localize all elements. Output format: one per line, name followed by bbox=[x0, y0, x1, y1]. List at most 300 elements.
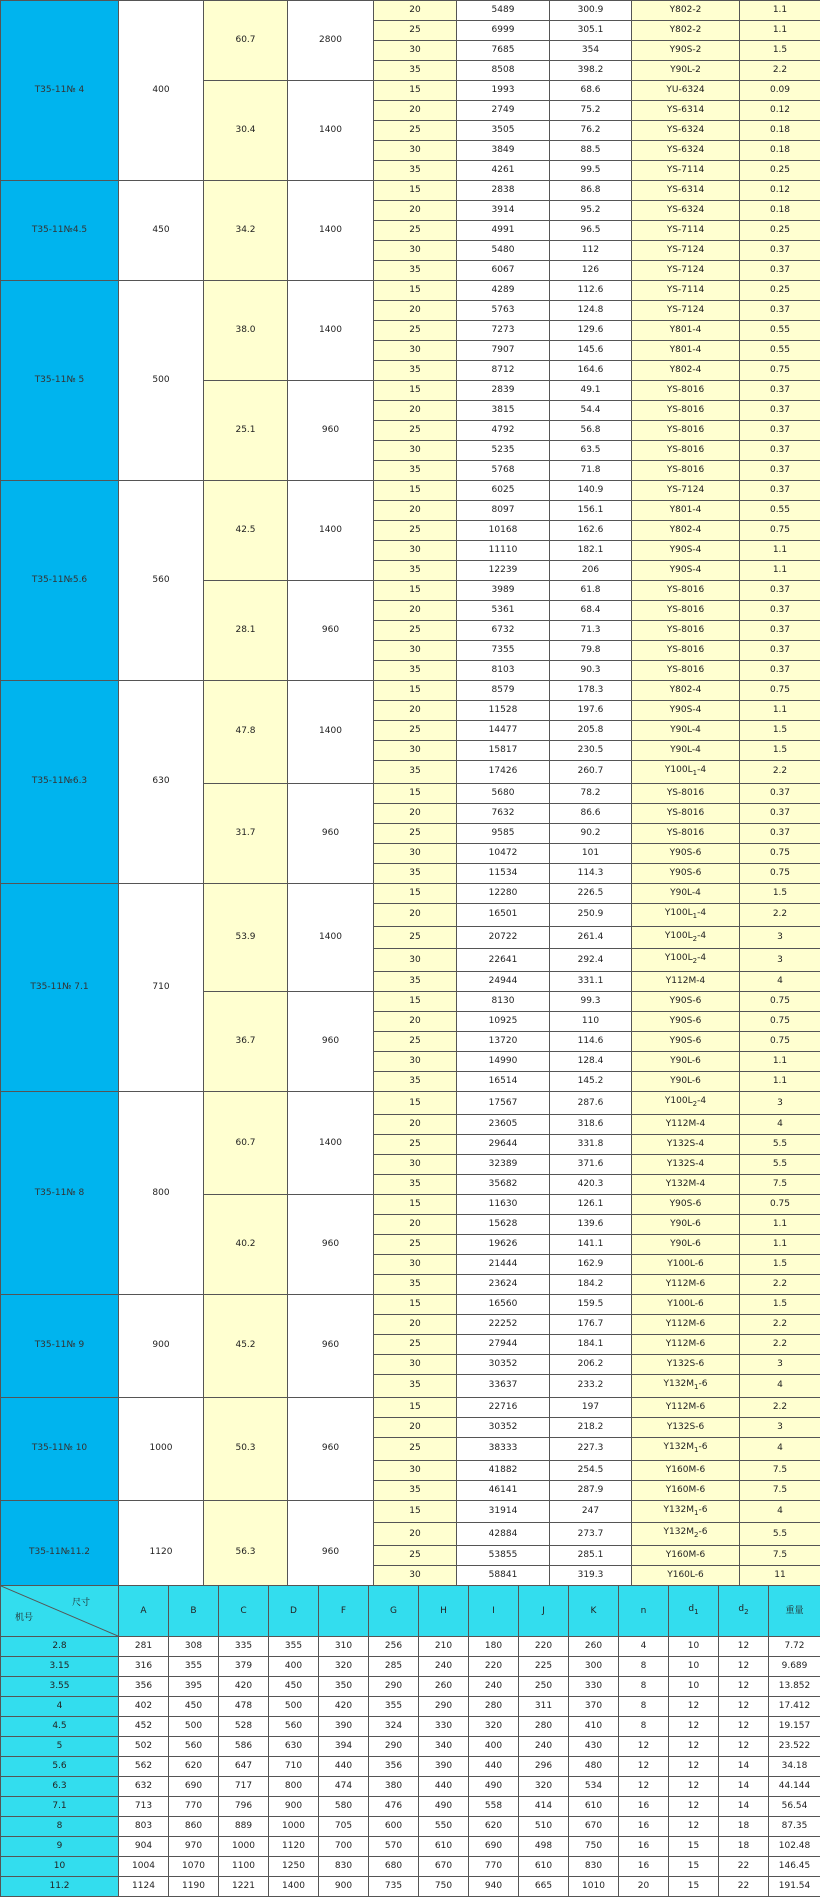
dimension-value-cell: 430 bbox=[569, 1737, 619, 1757]
flow-cell: 5489 bbox=[457, 1, 550, 21]
performance-row bbox=[1, 181, 820, 201]
dimension-value-cell: 476 bbox=[369, 1797, 419, 1817]
flow-cell: 11528 bbox=[457, 701, 550, 721]
total-pressure-cell: 56.8 bbox=[550, 421, 632, 441]
dimension-row bbox=[1, 1877, 820, 1897]
dimension-value-cell: 370 bbox=[569, 1697, 619, 1717]
total-pressure-cell: 156.1 bbox=[550, 501, 632, 521]
total-pressure-cell: 54.4 bbox=[550, 401, 632, 421]
angle-cell: 15 bbox=[374, 281, 457, 301]
total-pressure-cell: 140.9 bbox=[550, 481, 632, 501]
impeller-dia-cell: 400 bbox=[119, 1, 204, 181]
motor-power-cell: 0.12 bbox=[740, 181, 820, 201]
dimension-value-cell: 534 bbox=[569, 1777, 619, 1797]
dimension-row bbox=[1, 1737, 820, 1757]
model-cell: T35-11№6.3 bbox=[1, 681, 119, 884]
motor-model-cell: Y90L-6 bbox=[632, 1052, 740, 1072]
motor-model-cell: Y160M-6 bbox=[632, 1480, 740, 1500]
motor-power-cell: 1.1 bbox=[740, 1, 820, 21]
motor-model-cell: Y802-4 bbox=[632, 361, 740, 381]
speed-cell: 1400 bbox=[288, 883, 374, 991]
angle-cell: 20 bbox=[374, 1012, 457, 1032]
angle-cell: 30 bbox=[374, 341, 457, 361]
angle-cell: 30 bbox=[374, 241, 457, 261]
dimension-value-cell: 558 bbox=[469, 1797, 519, 1817]
dimension-value-cell: 440 bbox=[419, 1777, 469, 1797]
speed-cell: 960 bbox=[288, 1500, 374, 1606]
total-pressure-cell: 141.1 bbox=[550, 1234, 632, 1254]
motor-power-cell: 0.75 bbox=[740, 361, 820, 381]
total-pressure-cell: 61.8 bbox=[550, 581, 632, 601]
total-pressure-cell: 86.6 bbox=[550, 803, 632, 823]
motor-model-cell: Y132S-6 bbox=[632, 1354, 740, 1374]
motor-power-cell: 0.18 bbox=[740, 201, 820, 221]
angle-cell: 15 bbox=[374, 883, 457, 903]
dimension-value-cell: 23.522 bbox=[769, 1737, 820, 1757]
motor-model-cell: Y90L-2 bbox=[632, 61, 740, 81]
pressure-cell: 47.8 bbox=[204, 681, 288, 784]
dimension-value-cell: 12 bbox=[719, 1717, 769, 1737]
dimension-value-cell: 420 bbox=[219, 1677, 269, 1697]
dimension-value-cell: 705 bbox=[319, 1817, 369, 1837]
angle-cell: 15 bbox=[374, 81, 457, 101]
angle-cell: 30 bbox=[374, 1566, 457, 1586]
dimension-value-cell: 970 bbox=[169, 1837, 219, 1857]
motor-model-cell: $Y100L_2-4$ bbox=[632, 1092, 740, 1115]
angle-cell: 20 bbox=[374, 201, 457, 221]
model-cell: T35-11№ 8 bbox=[1, 1092, 119, 1295]
motor-model-cell: $Y100L_1-4$ bbox=[632, 903, 740, 926]
motor-model-cell: Y802-4 bbox=[632, 681, 740, 701]
motor-power-cell: 0.37 bbox=[740, 401, 820, 421]
dimension-value-cell: 9.689 bbox=[769, 1657, 820, 1677]
motor-power-cell: 2.2 bbox=[740, 1334, 820, 1354]
flow-cell: 12280 bbox=[457, 883, 550, 903]
total-pressure-cell: 63.5 bbox=[550, 441, 632, 461]
speed-cell: 1400 bbox=[288, 681, 374, 784]
dimension-value-cell: 1120 bbox=[269, 1837, 319, 1857]
dimension-value-cell: 44.144 bbox=[769, 1777, 820, 1797]
motor-power-cell: 0.37 bbox=[740, 241, 820, 261]
dimension-value-cell: 440 bbox=[319, 1757, 369, 1777]
flow-cell: 6067 bbox=[457, 261, 550, 281]
machine-no-cell: 4 bbox=[1, 1697, 119, 1717]
angle-cell: 35 bbox=[374, 1374, 457, 1397]
flow-cell: 6732 bbox=[457, 621, 550, 641]
dimension-value-cell: 770 bbox=[169, 1797, 219, 1817]
total-pressure-cell: 164.6 bbox=[550, 361, 632, 381]
dimension-value-cell: 940 bbox=[469, 1877, 519, 1897]
dimension-value-cell: 717 bbox=[219, 1777, 269, 1797]
motor-power-cell: 5.5 bbox=[740, 1523, 820, 1546]
flow-cell: 58841 bbox=[457, 1566, 550, 1586]
total-pressure-cell: 205.8 bbox=[550, 721, 632, 741]
dimension-value-cell: 191.54 bbox=[769, 1877, 820, 1897]
motor-power-cell: 0.09 bbox=[740, 81, 820, 101]
dimension-value-cell: 560 bbox=[269, 1717, 319, 1737]
motor-model-cell: YS-6314 bbox=[632, 181, 740, 201]
dimension-value-cell: 296 bbox=[519, 1757, 569, 1777]
dimension-value-cell: 900 bbox=[319, 1877, 369, 1897]
dimension-value-cell: 12 bbox=[669, 1817, 719, 1837]
dimension-row bbox=[1, 1797, 820, 1817]
dimension-value-cell: 380 bbox=[369, 1777, 419, 1797]
motor-model-cell: YS-7114 bbox=[632, 161, 740, 181]
angle-cell: 25 bbox=[374, 521, 457, 541]
dimension-value-cell: 225 bbox=[519, 1657, 569, 1677]
dimension-value-cell: 56.54 bbox=[769, 1797, 820, 1817]
speed-cell: 960 bbox=[288, 581, 374, 681]
dimension-header-cell: J bbox=[519, 1586, 569, 1637]
flow-cell: 6025 bbox=[457, 481, 550, 501]
dimension-value-cell: 340 bbox=[419, 1737, 469, 1757]
motor-model-cell: Y90S-4 bbox=[632, 561, 740, 581]
total-pressure-cell: 95.2 bbox=[550, 201, 632, 221]
angle-cell: 35 bbox=[374, 461, 457, 481]
motor-power-cell: 0.25 bbox=[740, 161, 820, 181]
total-pressure-cell: 96.5 bbox=[550, 221, 632, 241]
machine-no-cell: 11.2 bbox=[1, 1877, 119, 1897]
motor-power-cell: 2.2 bbox=[740, 1274, 820, 1294]
dimension-value-cell: 500 bbox=[169, 1717, 219, 1737]
dimension-value-cell: 1190 bbox=[169, 1877, 219, 1897]
total-pressure-cell: 250.9 bbox=[550, 903, 632, 926]
pressure-cell: 40.2 bbox=[204, 1194, 288, 1294]
angle-cell: 25 bbox=[374, 21, 457, 41]
dimension-value-cell: 22 bbox=[719, 1877, 769, 1897]
speed-cell: 960 bbox=[288, 992, 374, 1092]
angle-cell: 30 bbox=[374, 641, 457, 661]
dimension-value-cell: 310 bbox=[319, 1637, 369, 1657]
dimension-value-cell: 240 bbox=[469, 1677, 519, 1697]
speed-cell: 1400 bbox=[288, 81, 374, 181]
motor-model-cell: YS-8016 bbox=[632, 641, 740, 661]
dimension-value-cell: 1250 bbox=[269, 1857, 319, 1877]
impeller-dia-cell: 800 bbox=[119, 1092, 204, 1295]
dimension-value-cell: 620 bbox=[169, 1757, 219, 1777]
flow-cell: 3989 bbox=[457, 581, 550, 601]
dimension-value-cell: 250 bbox=[519, 1677, 569, 1697]
flow-cell: 2838 bbox=[457, 181, 550, 201]
motor-power-cell: 0.37 bbox=[740, 601, 820, 621]
dimension-value-cell: 240 bbox=[519, 1737, 569, 1757]
dimension-value-cell: 1004 bbox=[119, 1857, 169, 1877]
angle-cell: 25 bbox=[374, 421, 457, 441]
dimension-value-cell: 180 bbox=[469, 1637, 519, 1657]
motor-model-cell: YS-7114 bbox=[632, 221, 740, 241]
total-pressure-cell: 300.9 bbox=[550, 1, 632, 21]
dimension-value-cell: 452 bbox=[119, 1717, 169, 1737]
angle-cell: 35 bbox=[374, 161, 457, 181]
flow-cell: 29644 bbox=[457, 1134, 550, 1154]
dimension-value-cell: 800 bbox=[269, 1777, 319, 1797]
flow-cell: 23624 bbox=[457, 1274, 550, 1294]
total-pressure-cell: 114.6 bbox=[550, 1032, 632, 1052]
flow-cell: 10925 bbox=[457, 1012, 550, 1032]
model-cell: T35-11№5.6 bbox=[1, 481, 119, 681]
dimension-value-cell: 10 bbox=[669, 1677, 719, 1697]
flow-cell: 16501 bbox=[457, 903, 550, 926]
flow-cell: 8097 bbox=[457, 501, 550, 521]
angle-cell: 25 bbox=[374, 221, 457, 241]
dimension-value-cell: 830 bbox=[319, 1857, 369, 1877]
angle-cell: 20 bbox=[374, 903, 457, 926]
dimension-value-cell: 680 bbox=[369, 1857, 419, 1877]
motor-power-cell: 0.12 bbox=[740, 101, 820, 121]
flow-cell: 8579 bbox=[457, 681, 550, 701]
motor-power-cell: 3 bbox=[740, 1354, 820, 1374]
angle-cell: 25 bbox=[374, 721, 457, 741]
total-pressure-cell: 162.9 bbox=[550, 1254, 632, 1274]
total-pressure-cell: 88.5 bbox=[550, 141, 632, 161]
angle-cell: 35 bbox=[374, 61, 457, 81]
motor-power-cell: 1.5 bbox=[740, 41, 820, 61]
flow-cell: 7907 bbox=[457, 341, 550, 361]
motor-model-cell: Y801-4 bbox=[632, 321, 740, 341]
flow-cell: 11534 bbox=[457, 863, 550, 883]
total-pressure-cell: 197.6 bbox=[550, 701, 632, 721]
total-pressure-cell: 331.1 bbox=[550, 972, 632, 992]
motor-power-cell: 0.55 bbox=[740, 501, 820, 521]
dimension-value-cell: 630 bbox=[269, 1737, 319, 1757]
dimension-value-cell: 355 bbox=[269, 1637, 319, 1657]
angle-cell: 15 bbox=[374, 481, 457, 501]
dimension-value-cell: 12 bbox=[719, 1657, 769, 1677]
total-pressure-cell: 112 bbox=[550, 241, 632, 261]
angle-cell: 35 bbox=[374, 1480, 457, 1500]
total-pressure-cell: 68.4 bbox=[550, 601, 632, 621]
angle-cell: 30 bbox=[374, 41, 457, 61]
motor-power-cell: 0.37 bbox=[740, 823, 820, 843]
dimension-value-cell: 710 bbox=[269, 1757, 319, 1777]
total-pressure-cell: 145.2 bbox=[550, 1072, 632, 1092]
dimension-value-cell: 889 bbox=[219, 1817, 269, 1837]
dimension-value-cell: 610 bbox=[419, 1837, 469, 1857]
dimension-row bbox=[1, 1637, 820, 1657]
flow-cell: 22641 bbox=[457, 949, 550, 972]
motor-power-cell: 0.75 bbox=[740, 521, 820, 541]
flow-cell: 10168 bbox=[457, 521, 550, 541]
dimension-value-cell: 562 bbox=[119, 1757, 169, 1777]
dimension-value-cell: 450 bbox=[269, 1677, 319, 1697]
pressure-cell: 53.9 bbox=[204, 883, 288, 991]
total-pressure-cell: 71.3 bbox=[550, 621, 632, 641]
machine-no-cell: 10 bbox=[1, 1857, 119, 1877]
angle-cell: 30 bbox=[374, 441, 457, 461]
speed-cell: 1400 bbox=[288, 181, 374, 281]
dimension-value-cell: 14 bbox=[719, 1777, 769, 1797]
total-pressure-cell: 139.6 bbox=[550, 1214, 632, 1234]
dimension-value-cell: 260 bbox=[419, 1677, 469, 1697]
motor-power-cell: 0.25 bbox=[740, 281, 820, 301]
dimension-value-cell: 670 bbox=[569, 1817, 619, 1837]
total-pressure-cell: 124.8 bbox=[550, 301, 632, 321]
dimension-value-cell: 400 bbox=[269, 1657, 319, 1677]
motor-power-cell: 0.37 bbox=[740, 261, 820, 281]
angle-cell: 25 bbox=[374, 321, 457, 341]
angle-cell: 35 bbox=[374, 1174, 457, 1194]
dimension-value-cell: 1400 bbox=[269, 1877, 319, 1897]
flow-cell: 42884 bbox=[457, 1523, 550, 1546]
dimension-value-cell: 15 bbox=[669, 1857, 719, 1877]
model-cell: T35-11№4.5 bbox=[1, 181, 119, 281]
dimension-value-cell: 1010 bbox=[569, 1877, 619, 1897]
dimension-value-cell: 478 bbox=[219, 1697, 269, 1717]
angle-cell: 30 bbox=[374, 1154, 457, 1174]
total-pressure-cell: 273.7 bbox=[550, 1523, 632, 1546]
motor-power-cell: 4 bbox=[740, 1114, 820, 1134]
machine-no-cell: 7.1 bbox=[1, 1797, 119, 1817]
motor-power-cell: 0.37 bbox=[740, 661, 820, 681]
dimension-header-cell: I bbox=[469, 1586, 519, 1637]
dimension-value-cell: 1100 bbox=[219, 1857, 269, 1877]
total-pressure-cell: 79.8 bbox=[550, 641, 632, 661]
total-pressure-cell: 260.7 bbox=[550, 761, 632, 784]
motor-power-cell: 1.1 bbox=[740, 1072, 820, 1092]
total-pressure-cell: 261.4 bbox=[550, 926, 632, 949]
dimension-value-cell: 356 bbox=[119, 1677, 169, 1697]
angle-cell: 25 bbox=[374, 1234, 457, 1254]
dimension-header-cell: A bbox=[119, 1586, 169, 1637]
motor-model-cell: Y90S-2 bbox=[632, 41, 740, 61]
dimension-value-cell: 12 bbox=[619, 1777, 669, 1797]
dimension-value-cell: 700 bbox=[319, 1837, 369, 1857]
performance-row bbox=[1, 1500, 820, 1523]
flow-cell: 14990 bbox=[457, 1052, 550, 1072]
dimension-value-cell: 10 bbox=[669, 1637, 719, 1657]
motor-power-cell: 5.5 bbox=[740, 1134, 820, 1154]
total-pressure-cell: 99.3 bbox=[550, 992, 632, 1012]
dimension-value-cell: 12 bbox=[719, 1697, 769, 1717]
dimension-value-cell: 34.18 bbox=[769, 1757, 820, 1777]
flow-cell: 11110 bbox=[457, 541, 550, 561]
pressure-cell: 38.0 bbox=[204, 281, 288, 381]
flow-cell: 2749 bbox=[457, 101, 550, 121]
machine-no-cell: 8 bbox=[1, 1817, 119, 1837]
flow-cell: 17567 bbox=[457, 1092, 550, 1115]
dimension-value-cell: 240 bbox=[419, 1657, 469, 1677]
total-pressure-cell: 68.6 bbox=[550, 81, 632, 101]
motor-power-cell: 1.1 bbox=[740, 561, 820, 581]
total-pressure-cell: 184.2 bbox=[550, 1274, 632, 1294]
dimension-value-cell: 8 bbox=[619, 1697, 669, 1717]
motor-model-cell: Y802-4 bbox=[632, 521, 740, 541]
dimension-value-cell: 146.45 bbox=[769, 1857, 820, 1877]
dimension-value-cell: 395 bbox=[169, 1677, 219, 1697]
flow-cell: 35682 bbox=[457, 1174, 550, 1194]
pressure-cell: 30.4 bbox=[204, 81, 288, 181]
dimension-row bbox=[1, 1657, 820, 1677]
motor-power-cell: 1.1 bbox=[740, 1214, 820, 1234]
motor-power-cell: 4 bbox=[740, 1374, 820, 1397]
flow-cell: 8712 bbox=[457, 361, 550, 381]
dimension-value-cell: 796 bbox=[219, 1797, 269, 1817]
angle-cell: 20 bbox=[374, 1214, 457, 1234]
speed-cell: 1400 bbox=[288, 281, 374, 381]
motor-power-cell: 2.2 bbox=[740, 1397, 820, 1417]
total-pressure-cell: 287.9 bbox=[550, 1480, 632, 1500]
pressure-cell: 31.7 bbox=[204, 783, 288, 883]
angle-cell: 30 bbox=[374, 1460, 457, 1480]
motor-power-cell: 3 bbox=[740, 926, 820, 949]
dimension-value-cell: 12 bbox=[619, 1737, 669, 1757]
motor-power-cell: 3 bbox=[740, 1092, 820, 1115]
dimension-value-cell: 324 bbox=[369, 1717, 419, 1737]
pressure-cell: 42.5 bbox=[204, 481, 288, 581]
dimension-value-cell: 220 bbox=[469, 1657, 519, 1677]
dimension-value-cell: 290 bbox=[369, 1737, 419, 1757]
dimension-value-cell: 16 bbox=[619, 1837, 669, 1857]
dimensions-table bbox=[0, 1585, 820, 1897]
flow-cell: 7632 bbox=[457, 803, 550, 823]
motor-model-cell: Y112M-4 bbox=[632, 972, 740, 992]
angle-cell: 20 bbox=[374, 601, 457, 621]
corner-label-dimension: 尺寸 bbox=[71, 1598, 90, 1608]
motor-model-cell: YS-8016 bbox=[632, 421, 740, 441]
angle-cell: 35 bbox=[374, 261, 457, 281]
dimension-value-cell: 502 bbox=[119, 1737, 169, 1757]
dimension-value-cell: 14 bbox=[719, 1797, 769, 1817]
dimension-value-cell: 690 bbox=[469, 1837, 519, 1857]
motor-model-cell: Y90L-4 bbox=[632, 883, 740, 903]
total-pressure-cell: 182.1 bbox=[550, 541, 632, 561]
dimension-value-cell: 308 bbox=[169, 1637, 219, 1657]
dimension-row bbox=[1, 1677, 820, 1697]
flow-cell: 4991 bbox=[457, 221, 550, 241]
machine-no-cell: 5.6 bbox=[1, 1757, 119, 1777]
motor-power-cell: 0.75 bbox=[740, 681, 820, 701]
flow-cell: 23605 bbox=[457, 1114, 550, 1134]
motor-model-cell: Y90L-6 bbox=[632, 1214, 740, 1234]
motor-model-cell: YS-8016 bbox=[632, 823, 740, 843]
dimension-value-cell: 330 bbox=[419, 1717, 469, 1737]
dimensions-header-row bbox=[1, 1586, 820, 1637]
total-pressure-cell: 230.5 bbox=[550, 741, 632, 761]
total-pressure-cell: 218.2 bbox=[550, 1417, 632, 1437]
total-pressure-cell: 145.6 bbox=[550, 341, 632, 361]
flow-cell: 1993 bbox=[457, 81, 550, 101]
motor-model-cell: Y90S-6 bbox=[632, 992, 740, 1012]
total-pressure-cell: 176.7 bbox=[550, 1314, 632, 1334]
dimension-value-cell: 690 bbox=[169, 1777, 219, 1797]
dimension-value-cell: 19.157 bbox=[769, 1717, 820, 1737]
dimension-value-cell: 379 bbox=[219, 1657, 269, 1677]
dimension-row bbox=[1, 1857, 820, 1877]
total-pressure-cell: 354 bbox=[550, 41, 632, 61]
motor-model-cell: $Y132M_1-6$ bbox=[632, 1437, 740, 1460]
motor-model-cell: Y802-2 bbox=[632, 21, 740, 41]
flow-cell: 27944 bbox=[457, 1334, 550, 1354]
flow-cell: 22716 bbox=[457, 1397, 550, 1417]
dimension-value-cell: 390 bbox=[319, 1717, 369, 1737]
impeller-dia-cell: 630 bbox=[119, 681, 204, 884]
angle-cell: 25 bbox=[374, 1032, 457, 1052]
angle-cell: 25 bbox=[374, 926, 457, 949]
model-cell: T35-11№ 10 bbox=[1, 1397, 119, 1500]
motor-power-cell: 0.37 bbox=[740, 641, 820, 661]
dimension-value-cell: 102.48 bbox=[769, 1837, 820, 1857]
dimension-row bbox=[1, 1757, 820, 1777]
total-pressure-cell: 162.6 bbox=[550, 521, 632, 541]
total-pressure-cell: 129.6 bbox=[550, 321, 632, 341]
pressure-cell: 56.3 bbox=[204, 1500, 288, 1606]
motor-power-cell: 0.75 bbox=[740, 1012, 820, 1032]
dimension-value-cell: 210 bbox=[419, 1637, 469, 1657]
flow-cell: 13720 bbox=[457, 1032, 550, 1052]
flow-cell: 7355 bbox=[457, 641, 550, 661]
flow-cell: 8103 bbox=[457, 661, 550, 681]
model-cell: T35-11№11.2 bbox=[1, 1500, 119, 1606]
